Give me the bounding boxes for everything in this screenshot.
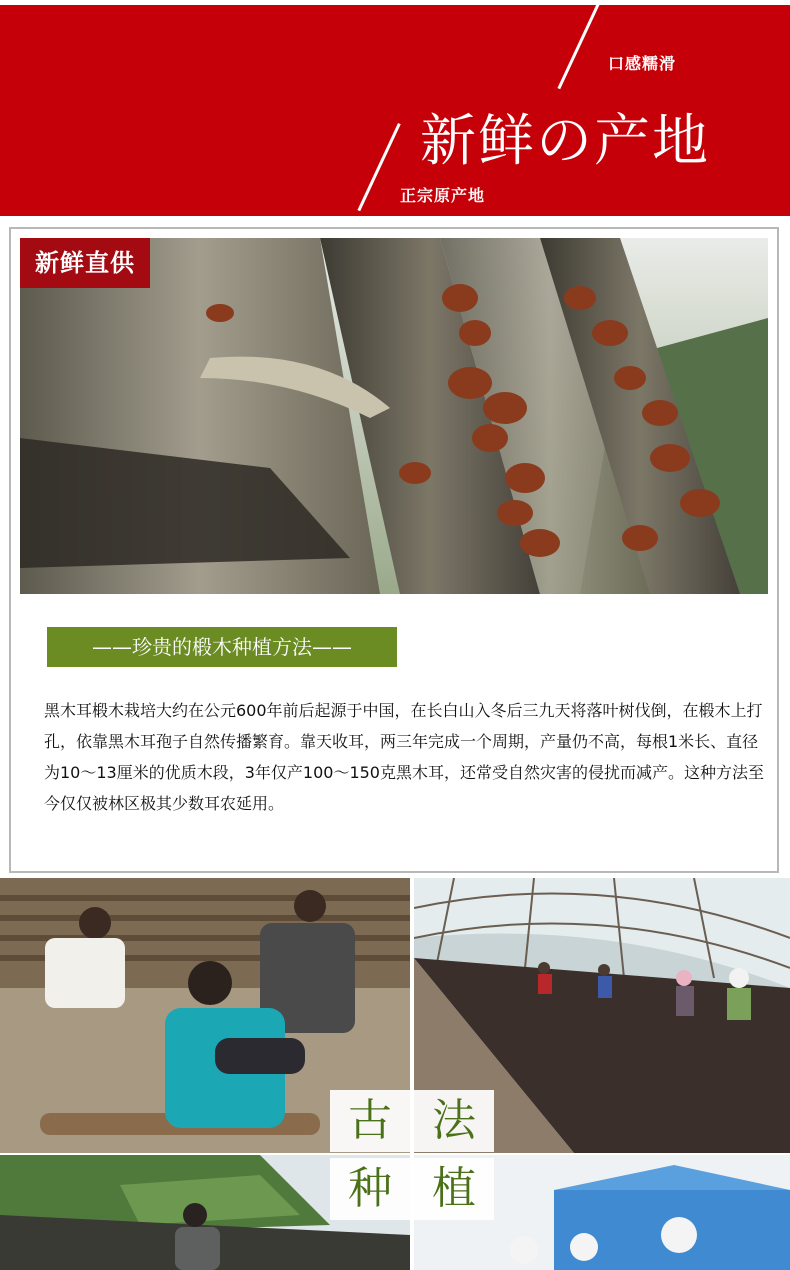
banner-tagline-bottom: 正宗原产地	[400, 186, 486, 205]
banner-title: 新鲜の产地	[420, 109, 710, 174]
stamp-char-2: 法	[414, 1090, 494, 1152]
section-heading: ——珍贵的椴木种植方法——	[47, 627, 397, 667]
banner-tagline-top: 口感糯滑	[608, 54, 677, 73]
logs-photo-illustration	[20, 238, 768, 594]
header-banner	[0, 5, 790, 216]
stamp-char-3: 种	[330, 1158, 410, 1220]
decorative-slash	[357, 123, 400, 211]
stamp-char-4: 植	[414, 1158, 494, 1220]
content-card	[9, 227, 779, 873]
stamp-char-1: 古	[330, 1090, 410, 1152]
logs-with-wood-ear-photo	[20, 238, 768, 594]
cultivation-description: 黑木耳椴木栽培大约在公元600年前后起源于中国，在长白山入冬后三九天将落叶树伐倒，在椴木上打孔，依靠黑木耳孢子自然传播繁育。靠天收耳，两三年完成一个周期，产量仍不高，每根1米长、直径为10～13厘米的优质木段，3年仅产100～150克黑木耳，还常受自然灾害的侵扰而减产。这种方法至今仅仅被林区极其少数耳农延用。	[44, 701, 764, 813]
fresh-supply-badge: 新鲜直供	[20, 238, 150, 288]
decorative-slash	[557, 5, 600, 89]
